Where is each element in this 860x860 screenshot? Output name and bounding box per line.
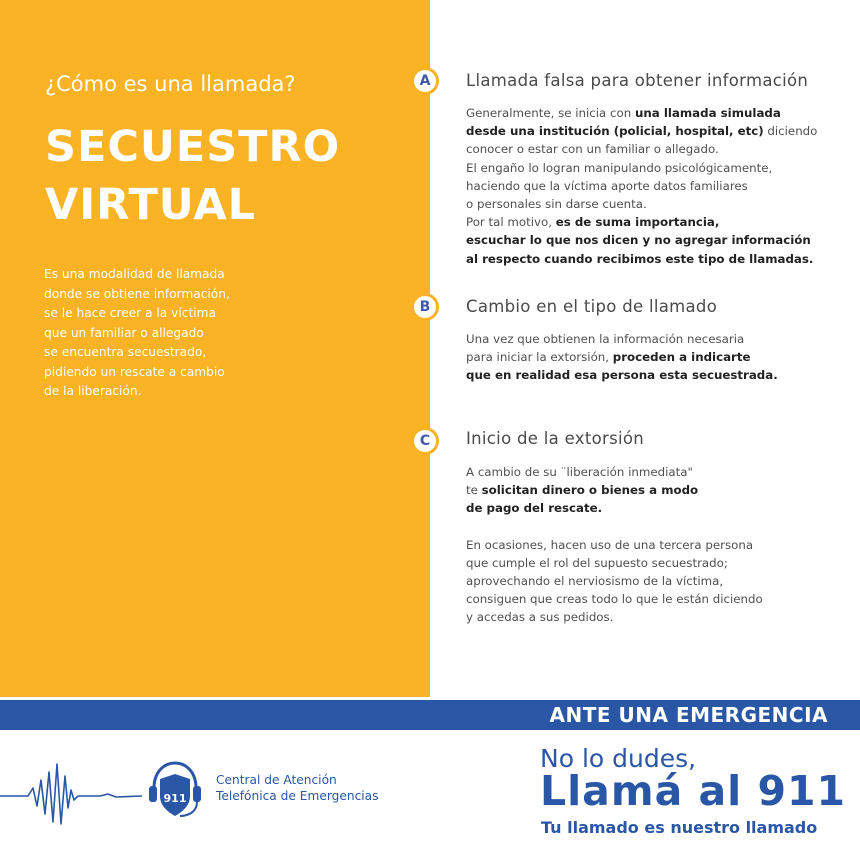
body-line xyxy=(466,499,846,517)
org-name xyxy=(216,772,379,804)
main-title xyxy=(45,118,340,234)
section-b-title: Cambio en el tipo de llamado xyxy=(466,297,718,316)
org-name-line-1: Central de Atención xyxy=(216,773,337,787)
emphasis-text: escuchar lo que nos dicen y no agregar información xyxy=(466,233,811,248)
body-text: para iniciar la extorsión, xyxy=(466,350,613,365)
description-line: Es una modalidad de llamada xyxy=(44,267,225,281)
body-text: Una vez que obtienen la información necesaria xyxy=(466,332,745,346)
org-name-line-2: Telefónica de Emergencias xyxy=(216,789,379,803)
body-line xyxy=(466,177,846,195)
emphasis-text: al respecto cuando recibimos este tipo de llamadas. xyxy=(466,251,814,266)
question-heading: ¿Cómo es una llamada? xyxy=(45,72,296,96)
body-line xyxy=(466,481,846,499)
headset-shield-911-icon xyxy=(144,758,206,822)
body-line xyxy=(466,590,846,608)
description-line: donde se obtiene información, xyxy=(44,286,230,301)
body-line xyxy=(466,159,846,177)
body-text: te xyxy=(466,483,482,498)
title-line-1: SECUESTRO xyxy=(45,122,341,172)
body-line xyxy=(466,554,846,572)
description-line: se le hace creer a la víctima xyxy=(44,306,216,320)
body-line xyxy=(466,518,846,536)
emphasis-text: una llamada simulada xyxy=(634,106,781,120)
emphasis-text: desde una institución (policial, hospital, etc) xyxy=(466,124,764,139)
body-line xyxy=(466,104,846,122)
body-text: aprovechando el nerviosismo de la víctima, xyxy=(466,574,724,589)
body-line xyxy=(466,250,846,268)
description-line: de la liberación. xyxy=(44,384,142,398)
section-c-title: Inicio de la extorsión xyxy=(466,429,645,448)
emphasis-text: solicitan dinero o bienes a modo xyxy=(481,483,699,498)
emergency-band xyxy=(0,700,860,730)
section-a-body xyxy=(466,104,846,268)
body-text: que cumple el rol del supuesto secuestrado; xyxy=(466,555,728,570)
body-line xyxy=(466,231,846,249)
body-text: diciendo xyxy=(763,124,818,139)
body-text: o personales sin darse cuenta. xyxy=(466,197,647,212)
emphasis-text: es de suma importancia, xyxy=(555,215,720,230)
section-b-body xyxy=(466,330,846,385)
body-text: haciendo que la víctima aporte datos familiares xyxy=(466,178,748,193)
section-c-body xyxy=(466,463,846,627)
section-a-title: Llamada falsa para obtener información xyxy=(466,71,809,90)
body-line xyxy=(466,140,846,158)
body-line xyxy=(466,366,846,384)
body-line xyxy=(466,536,846,554)
body-line xyxy=(466,463,846,481)
cta-line-2: Llamá al 911 xyxy=(540,767,847,815)
emergency-band-text: ANTE UNA EMERGENCIA xyxy=(549,703,828,727)
cta-slogan: Tu llamado es nuestro llamado xyxy=(541,818,818,837)
logo-911-text: 911 xyxy=(163,792,187,805)
body-line xyxy=(466,348,846,366)
footer xyxy=(0,730,860,860)
description-line: se encuentra secuestrado, xyxy=(44,345,207,359)
heartbeat-line-icon xyxy=(0,750,150,830)
emphasis-text: proceden a indicarte xyxy=(612,350,751,365)
body-line xyxy=(466,572,846,590)
right-panel xyxy=(419,0,860,697)
section-a-badge: A xyxy=(411,67,439,95)
body-text: Generalmente, se inicia con xyxy=(466,106,635,120)
body-line xyxy=(466,195,846,213)
body-text: A cambio de su ¨liberación inmediata" xyxy=(466,465,693,479)
emphasis-text: que en realidad esa persona esta secuestrada. xyxy=(466,368,778,383)
body-line xyxy=(466,122,846,140)
description-line: pidiendo un rescate a cambio xyxy=(44,364,225,379)
body-text: Por tal motivo, xyxy=(466,215,556,230)
section-c-badge: C xyxy=(411,427,439,455)
left-panel xyxy=(0,0,430,697)
section-b-badge: B xyxy=(411,293,439,321)
body-line xyxy=(466,213,846,231)
description-line: que un familiar o allegado xyxy=(44,325,204,340)
cta-line-1: No lo dudes, xyxy=(540,744,697,773)
body-text: y accedas a sus pedidos. xyxy=(466,610,614,625)
emphasis-text: de pago del rescate. xyxy=(466,501,603,516)
body-text: El engaño lo logran manipulando psicológicamente, xyxy=(466,160,773,175)
description xyxy=(44,265,284,402)
body-line xyxy=(466,608,846,626)
body-text: En ocasiones, hacen uso de una tercera persona xyxy=(466,537,754,552)
title-line-2: VIRTUAL xyxy=(45,180,257,230)
body-text: consiguen que creas todo lo que le están diciendo xyxy=(466,592,763,607)
body-text: conocer o estar con un familiar o allegado. xyxy=(466,142,719,157)
body-line xyxy=(466,330,846,348)
